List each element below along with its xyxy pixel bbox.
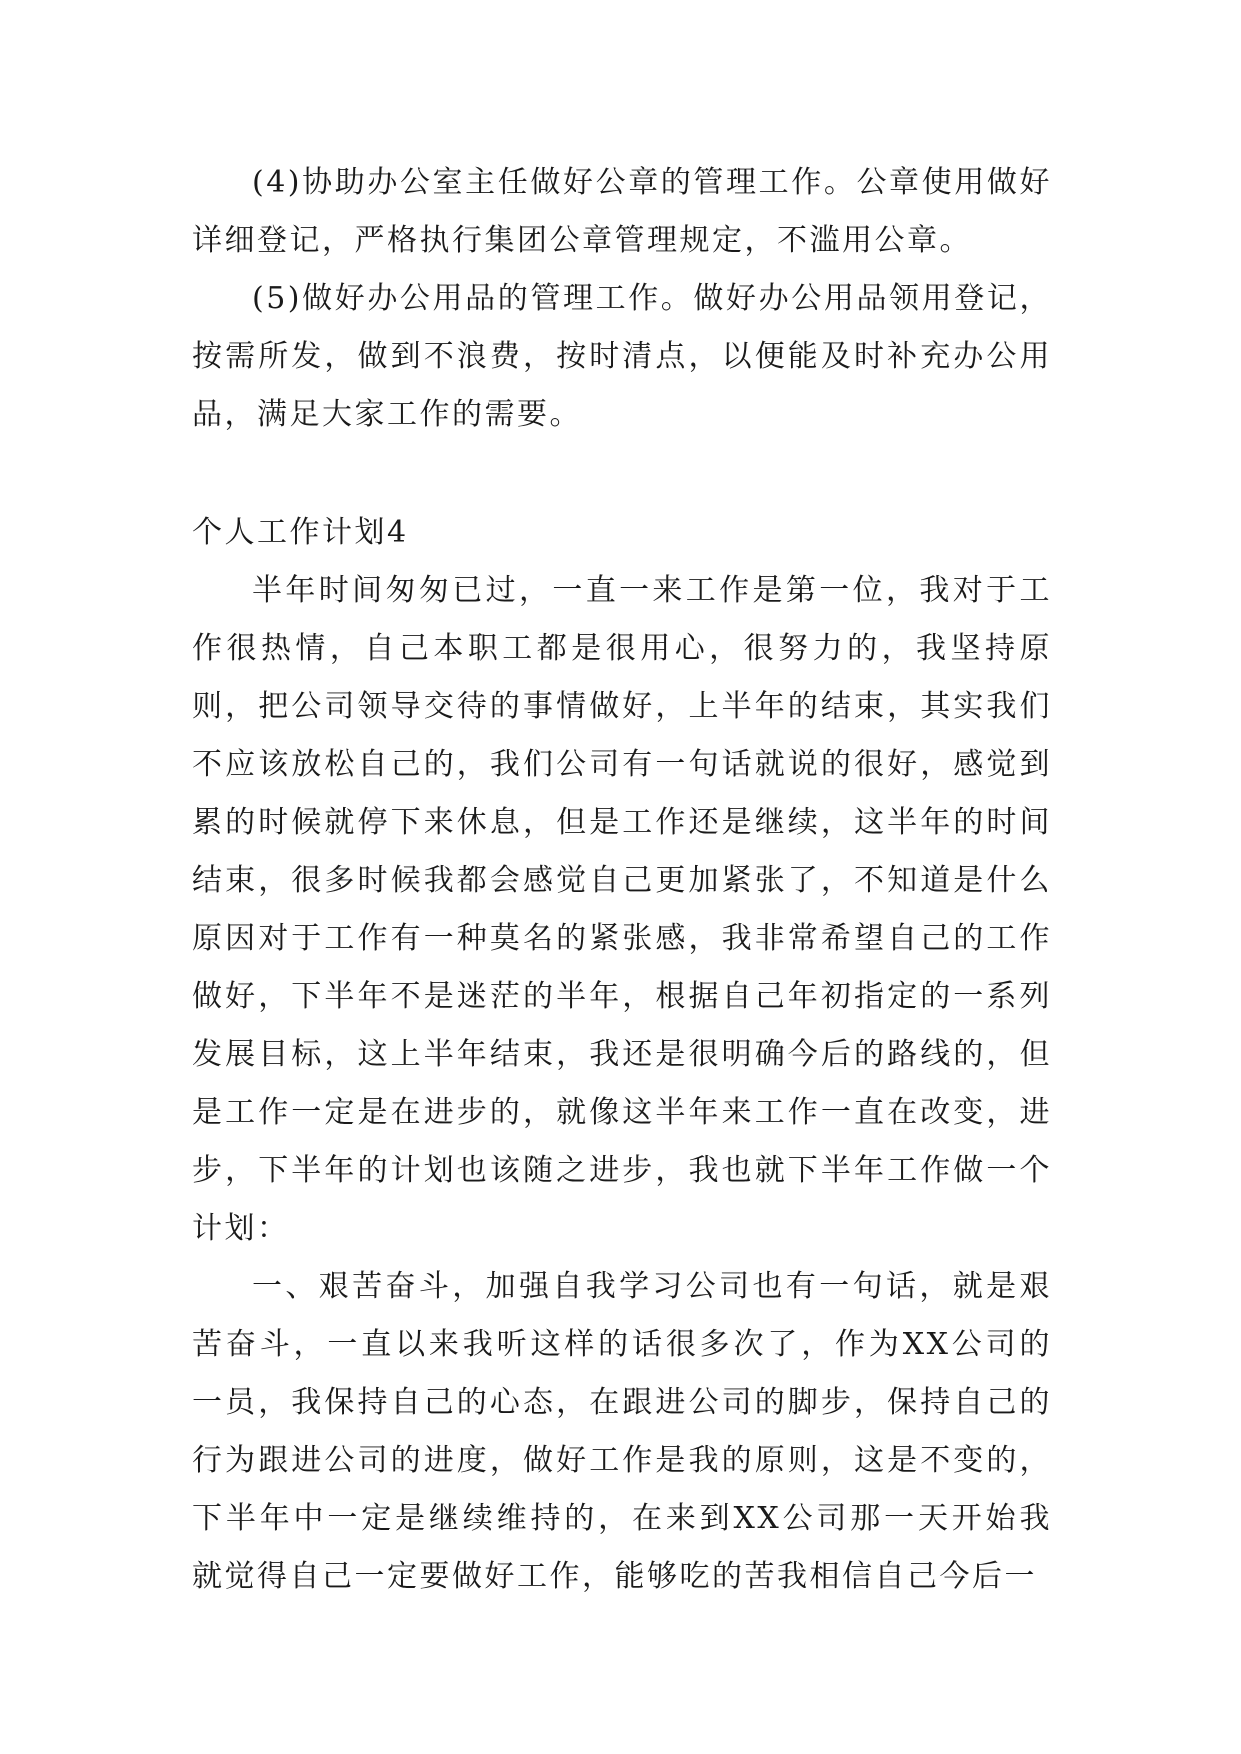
section-title: 个人工作计划4 [192,515,409,550]
paragraph-intro: 半年时间匆匆已过，一直一来工作是第一位，我对于工作很热情，自己本职工都是很用心，很努力的，我坚持原则，把公司领导交待的事情做好，上半年的结束，其实我们不应该放松自己的，我们公司有一句话就说的很好，感觉到累的时候就停下来休息，但是工作还是继续，这半年的时间结束，很多时候我都会感觉自己更加紧张了，不知道是什么原因对于工作有一种莫名的紧张感，我非常希望自己的工作做好，下半年不是迷茫的半年，根据自己年初指定的一系列发展目标，这上半年结束，我还是很明确今后的路线的，但是工作一定是在进步的，就像这半年来工作一直在改变，进步，下半年的计划也该随之进步，我也就下半年工作做一个计划： [192,573,1052,1246]
paragraph-item-5: (5)做好办公用品的管理工作。做好办公用品领用登记，按需所发，做到不浪费，按时清点，以便能及时补充办公用品，满足大家工作的需要。 [192,281,1052,432]
document-body [192,154,1052,1606]
paragraph-item-4: (4)协助办公室主任做好公章的管理工作。公章使用做好详细登记，严格执行集团公章管理规定，不滥用公章。 [192,165,1052,258]
paragraph-point-1: 一、艰苦奋斗，加强自我学习公司也有一句话，就是艰苦奋斗，一直以来我听这样的话很多次了，作为XX公司的一员，我保持自己的心态，在跟进公司的脚步，保持自己的行为跟进公司的进度，做好工作是我的原则，这是不变的，下半年中一定是继续维持的，在来到XX公司那一天开始我就觉得自己一定要做好工作，能够吃的苦我相信自己今后一 [192,1269,1052,1594]
